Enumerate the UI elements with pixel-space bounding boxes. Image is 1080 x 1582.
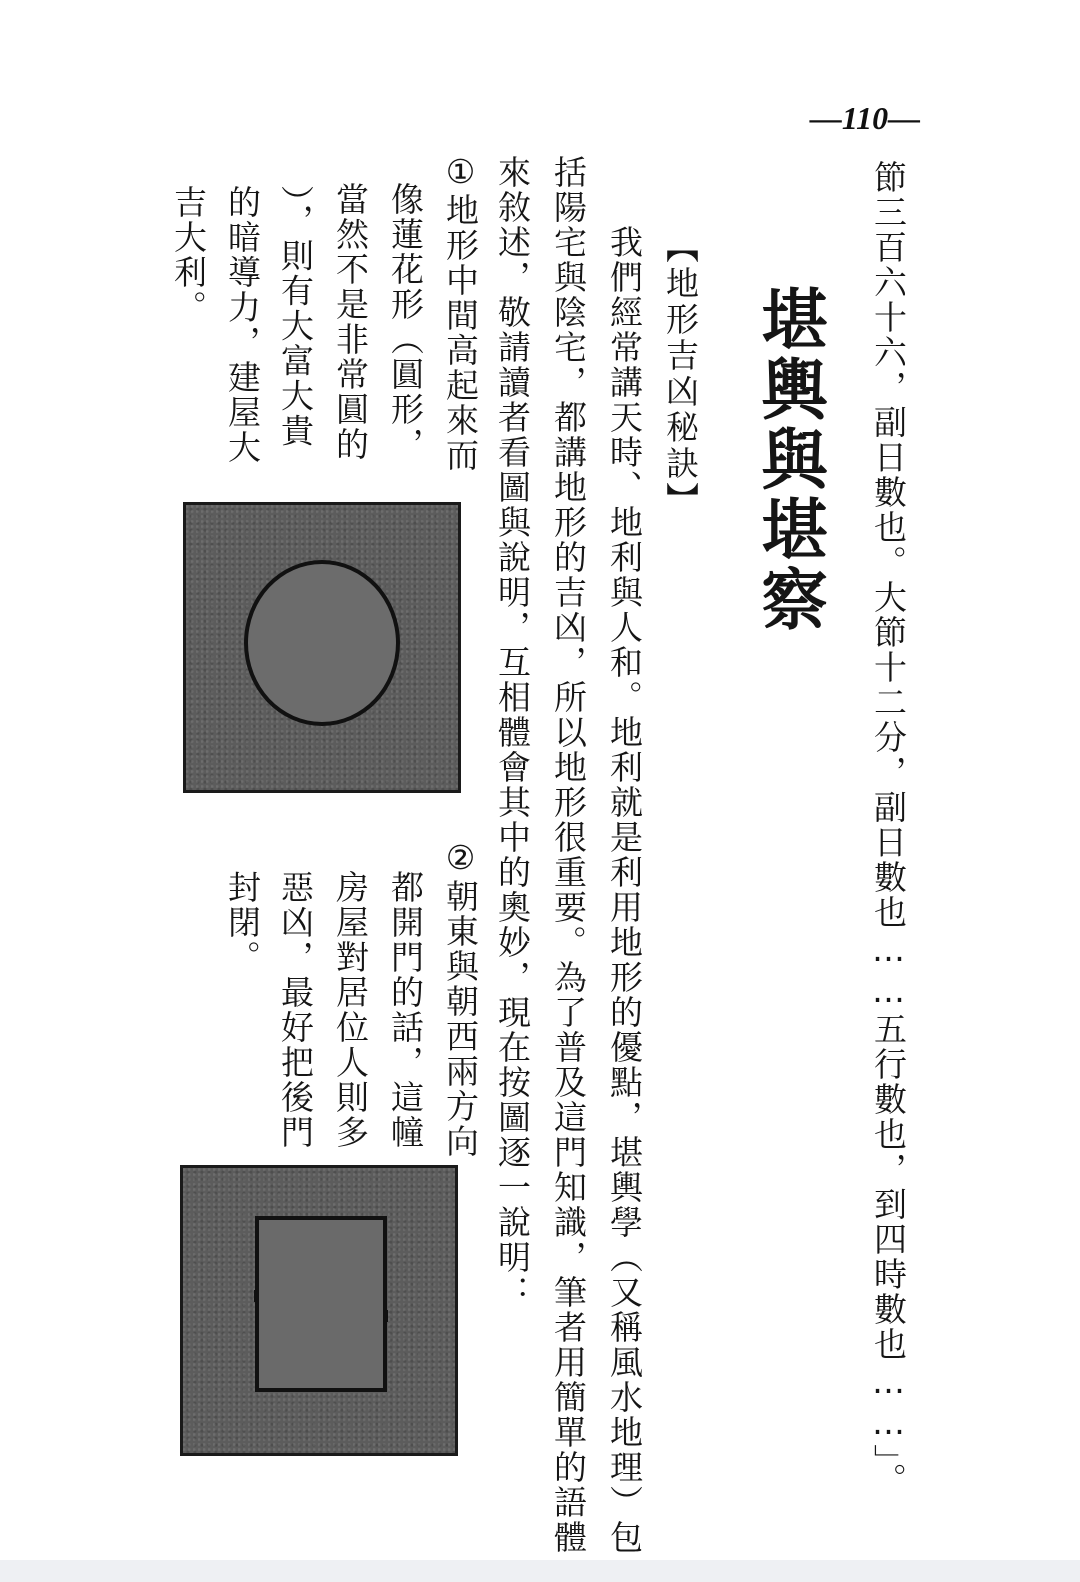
section-title: 堪輿與堪察: [750, 285, 827, 635]
item-1-line: 當然不是非常圓的: [331, 182, 370, 462]
intro-line: 括陽宅與陰宅，都講地形的吉凶，所以地形很重要。為了普及這門知識，筆者用簡單的語體: [549, 155, 588, 1555]
intro-line: 我們經常講天時、地利與人和。地利就是利用地形的優點，堪輿學（又稱風水地理）包: [605, 225, 644, 1555]
section-subheading: 【地形吉凶秘訣】: [661, 230, 700, 518]
item-2-line: 都開門的話，這幢: [386, 870, 425, 1150]
intro-line: 來敘述，敬請讀者看圖與說明，互相體會其中的奧妙，現在按圖逐一說明：: [493, 155, 532, 1310]
item-1-line: 的暗導力，建屋大: [223, 185, 262, 465]
item-1-line: 像蓮花形（圓形，: [386, 182, 425, 462]
west-door-icon: [383, 1310, 388, 1322]
item-1-line: 吉大利。: [169, 185, 208, 325]
item-2-line: ②朝東與朝西兩方向: [441, 838, 480, 1159]
east-door-icon: [254, 1290, 259, 1302]
lotus-circle-plot-diagram: [183, 502, 461, 793]
house-outline-icon: [255, 1216, 387, 1392]
page-number: —110—: [809, 100, 921, 136]
item-1-line: ①地形中間高起來而: [441, 152, 480, 473]
item-2-line: 封閉。: [223, 870, 262, 975]
item-2-line: 房屋對居位人則多: [331, 870, 370, 1150]
item-2-line: 惡凶，最好把後門: [276, 870, 315, 1150]
circle-shape-icon: [244, 560, 400, 726]
continuation-text-line: 節三百六十六，副日數也。大節十二分，副日數也……五行數也，到四時數也……」。: [869, 160, 908, 1498]
house-rectangle-plot-diagram: [180, 1165, 458, 1456]
bottom-edge: [0, 1560, 1080, 1582]
item-1-line: ），則有大富大貴: [276, 185, 315, 449]
